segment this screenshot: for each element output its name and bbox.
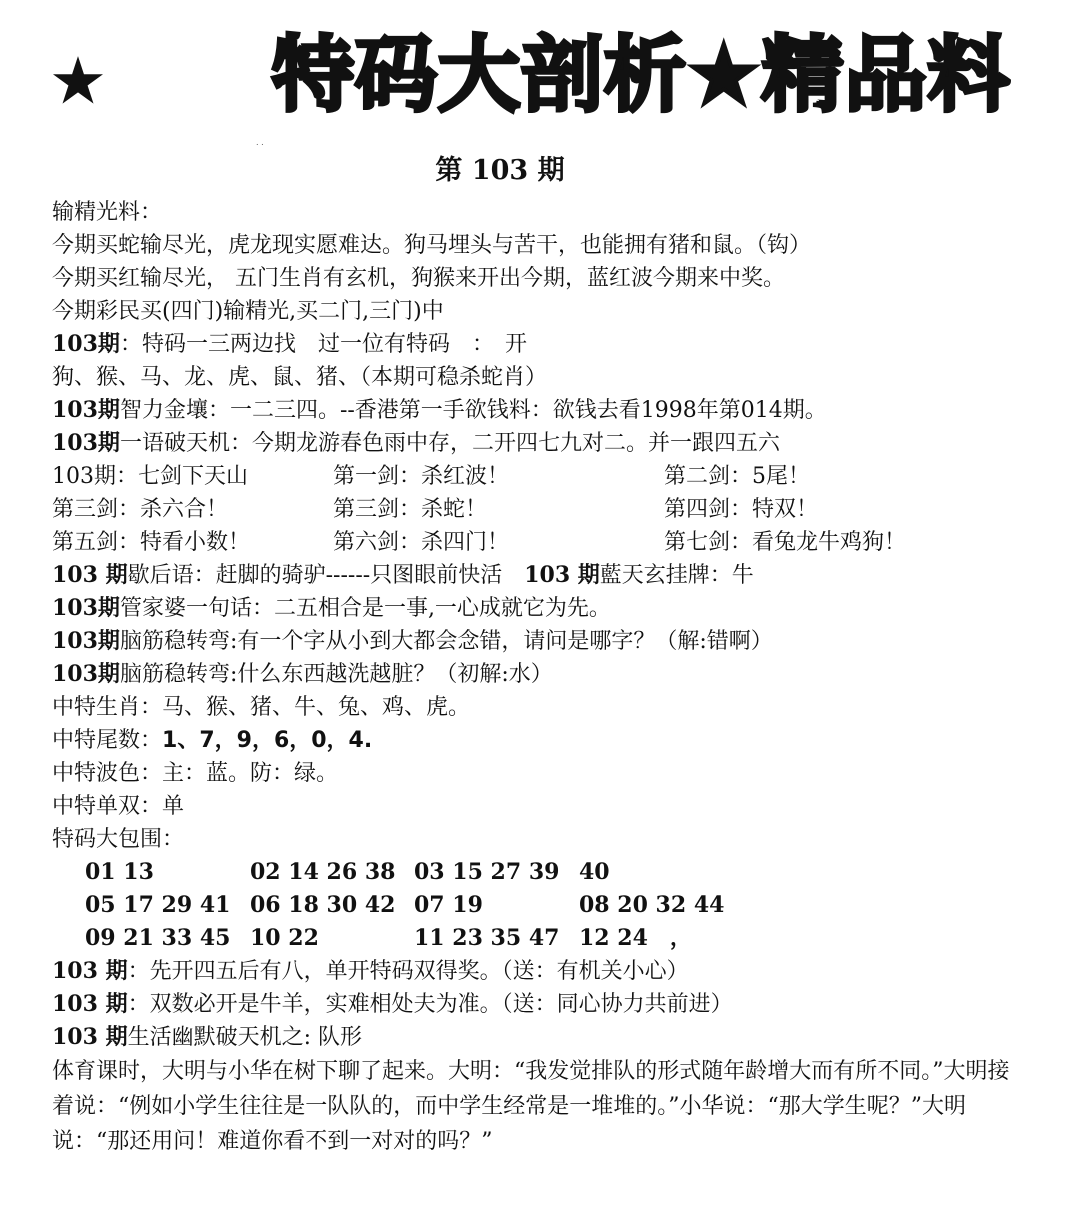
sword-cell: 第四剑：特双！ (664, 497, 819, 522)
section-heading: 输精光料： (52, 200, 163, 225)
text-line (52, 625, 1052, 658)
number-row (52, 856, 1052, 889)
issue-prefix: 103 期 (524, 562, 600, 588)
issue-prefix: 103 期 (52, 1024, 128, 1050)
text-line (52, 955, 1052, 988)
number-group: 06 18 30 42 (250, 892, 396, 918)
sword-row (52, 493, 1052, 526)
line-text: 生活幽默破天机之: 队形 (127, 1025, 362, 1050)
sword-cell: 第二剑：5尾！ (664, 464, 810, 489)
line-text: 智力金壤：一二三四。--香港第一手欲钱料：欲钱去看1998年第014期。 (119, 398, 827, 423)
text-line: 中特波色：主：蓝。防：绿。 (52, 761, 339, 786)
number-group: 40 (579, 859, 610, 885)
number-row (52, 889, 1052, 922)
line-text: 脑筋稳转弯:什么东西越洗越脏？（初解:水） (119, 662, 553, 687)
text-line (52, 1021, 1052, 1054)
line-text: 脑筋稳转弯:有一个字从小到大都会念错，请问是哪字？（解:错啊） (119, 629, 773, 654)
issue-prefix: 103 期 (52, 562, 128, 588)
line-text: 藍天玄挂牌：牛 (599, 563, 754, 588)
line-text: 一语破天机：今期龙游春色雨中存，二开四七九对二。并一跟四五六 (119, 431, 780, 456)
number-group: 11 23 35 47 (414, 925, 560, 951)
sword-row (52, 526, 1052, 559)
text-line: 狗、猴、马、龙、虎、鼠、猪、（本期可稳杀蛇肖） (52, 365, 548, 390)
text-line (52, 328, 1052, 361)
number-group: 09 21 33 45 (85, 925, 231, 951)
issue-prefix: 103 期 (52, 991, 128, 1017)
text-line (52, 658, 1052, 691)
text-line (52, 988, 1052, 1021)
number-group: 07 19 (414, 892, 483, 918)
number-group: 02 14 26 38 (250, 859, 396, 885)
sword-cell: 第三剑：杀蛇！ (333, 497, 488, 522)
issue-prefix: 103期 (52, 661, 120, 687)
text-line (52, 394, 1052, 427)
text-line (52, 724, 1052, 757)
number-group: 08 20 32 44 (579, 892, 725, 918)
text-line: 今期彩民买(四门)输精光,买二门,三门)中 (52, 299, 444, 324)
number-group: 10 22 (250, 925, 319, 951)
sword-cell: 第六剑：杀四门！ (333, 530, 510, 555)
number-group: 05 17 29 41 (85, 892, 231, 918)
decorative-dots: . . (256, 138, 264, 147)
issue-prefix: 103期 (52, 331, 120, 357)
sword-cell: 103期：七剑下天山 (52, 464, 248, 489)
issue-prefix: 103期 (52, 397, 120, 423)
joke-paragraph: 体育课时，大明与小华在树下聊了起来。大明：“我发觉排队的形式随年龄增大而有所不同。”大明接着说：“例如小学生往往是一队队的，而中学生经常是一堆堆的。”小华说：“那大学生呢？”大明说：“那还用问！难道你看不到一对对的吗？” (52, 1059, 1010, 1154)
issue-number: 第 103 期 (435, 155, 565, 186)
line-text: 歇后语：赶脚的骑驴------只图眼前快活 (127, 563, 525, 588)
star-icon: ★ (52, 47, 104, 115)
text-line (52, 559, 1052, 592)
sword-row (52, 460, 1052, 493)
line-label: 中特尾数： (52, 728, 163, 753)
sword-cell: 第五剑：特看小数！ (52, 530, 251, 555)
text-line: 今期买红输尽光， 五门生肖有玄机，狗猴来开出今期，蓝红波今期来中奖。 (52, 266, 785, 291)
issue-prefix: 103期 (52, 595, 120, 621)
line-text: ：特码一三两边找 过一位有特码 ： 开 (119, 332, 527, 357)
text-line: 中特生肖：马、猴、猪、牛、兔、鸡、虎。 (52, 695, 471, 720)
number-group: 03 15 27 39 (414, 859, 560, 885)
number-group: 12 24 ， (579, 925, 692, 951)
issue-prefix: 103期 (52, 628, 120, 654)
text-line: 中特单双：单 (52, 794, 185, 819)
line-text: ：先开四五后有八，单开特码双得奖。（送：有机关小心） (127, 959, 689, 984)
number-group: 01 13 (85, 859, 154, 885)
line-text: 管家婆一句话：二五相合是一事,一心成就它为先。 (119, 596, 611, 621)
issue-prefix: 103 期 (52, 958, 128, 984)
text-line: 今期买蛇输尽光，虎龙现实愿难达。狗马埋头与苦干，也能拥有猪和鼠。（钩） (52, 233, 812, 258)
page-title: 特码大剖析★精品料 (272, 28, 1011, 123)
tail-digits: 1、7，9，6，0，4. (162, 728, 373, 753)
sword-cell: 第七剑：看兔龙牛鸡狗！ (664, 530, 907, 555)
sword-cell: 第一剑：杀红波！ (333, 464, 510, 489)
line-text: ：双数必开是牛羊，实难相处夫为准。（送：同心协力共前进） (127, 992, 733, 1017)
sword-cell: 第三剑：杀六合！ (52, 497, 229, 522)
section-heading: 特码大包围： (52, 827, 185, 852)
main-content (52, 196, 1052, 1159)
number-row (52, 922, 1052, 955)
issue-prefix: 103期 (52, 430, 120, 456)
text-line (52, 427, 1052, 460)
text-line (52, 592, 1052, 625)
